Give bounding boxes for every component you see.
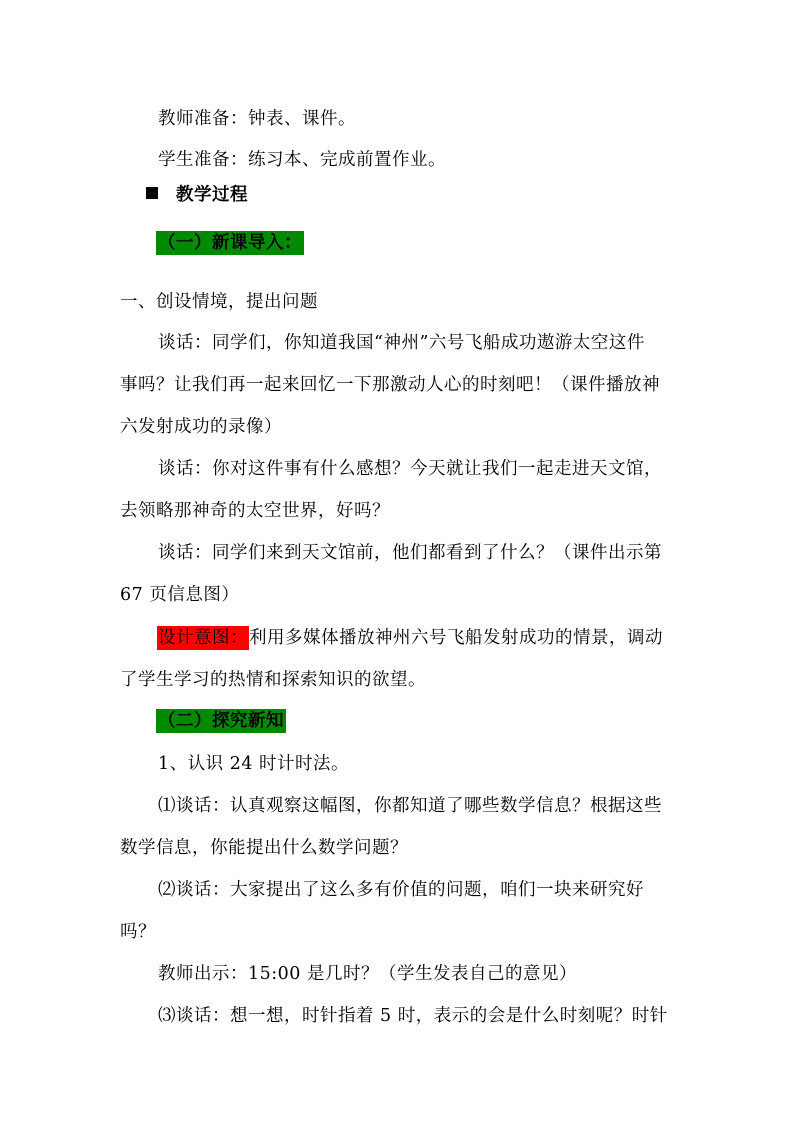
- student-prep: 学生准备：练习本、完成前置作业。: [158, 150, 446, 170]
- design-intent-row: [157, 624, 663, 649]
- paragraph-line: 事吗？让我们再一起来回忆一下那激动人心的时刻吧！（课件播放神: [120, 375, 660, 395]
- part2-label-row: [156, 707, 286, 732]
- part1-label-row: [156, 229, 304, 254]
- paragraph-line: ⑴谈话：认真观察这幅图，你都知道了哪些数学信息？根据这些: [158, 796, 662, 816]
- paragraph-line: 谈话：同学们来到天文馆前，他们都看到了什么？（课件出示第: [158, 543, 662, 563]
- paragraph-line: 谈话：同学们，你知道我国“神州”六号飞船成功遨游太空这件: [158, 333, 645, 353]
- paragraph-line: 吗？: [120, 922, 156, 942]
- paragraph-line: ⑵谈话：大家提出了这么多有价值的问题，咱们一块来研究好: [158, 880, 644, 900]
- paragraph-line: 67 页信息图）: [120, 585, 240, 605]
- part2-label: （二）探究新知: [158, 711, 284, 731]
- design-intent-label: 设计意图：: [158, 628, 248, 648]
- paragraph-line: 教师出示：15:00 是几时？（学生发表自己的意见）: [158, 964, 577, 984]
- paragraph-line: 数学信息，你能提出什么数学问题？: [120, 838, 408, 858]
- paragraph-line: ⑶谈话：想一想，时针指着 5 时，表示的会是什么时刻呢？时针: [158, 1006, 668, 1026]
- paragraph-line: 去领略那神奇的太空世界，好吗？: [120, 501, 390, 521]
- item-heading: 1、认识 24 时计时法。: [158, 754, 350, 774]
- paragraph-line: 六发射成功的录像）: [120, 417, 282, 437]
- paragraph-line: 了学生学习的热情和探索知识的欲望。: [120, 670, 426, 690]
- section-title: 教学过程: [176, 185, 248, 205]
- part1-label: （一）新课导入：: [158, 233, 302, 253]
- design-intent-text: 利用多媒体播放神州六号飞船发射成功的情景，调动: [249, 628, 663, 648]
- paragraph-line: 谈话：你对这件事有什么感想？今天就让我们一起走进天文馆，: [158, 459, 662, 479]
- square-bullet-icon: [146, 187, 158, 199]
- part1-heading: 一、创设情境，提出问题: [120, 292, 318, 312]
- section-heading: [146, 181, 248, 206]
- teacher-prep: 教师准备：钟表、课件。: [158, 109, 356, 129]
